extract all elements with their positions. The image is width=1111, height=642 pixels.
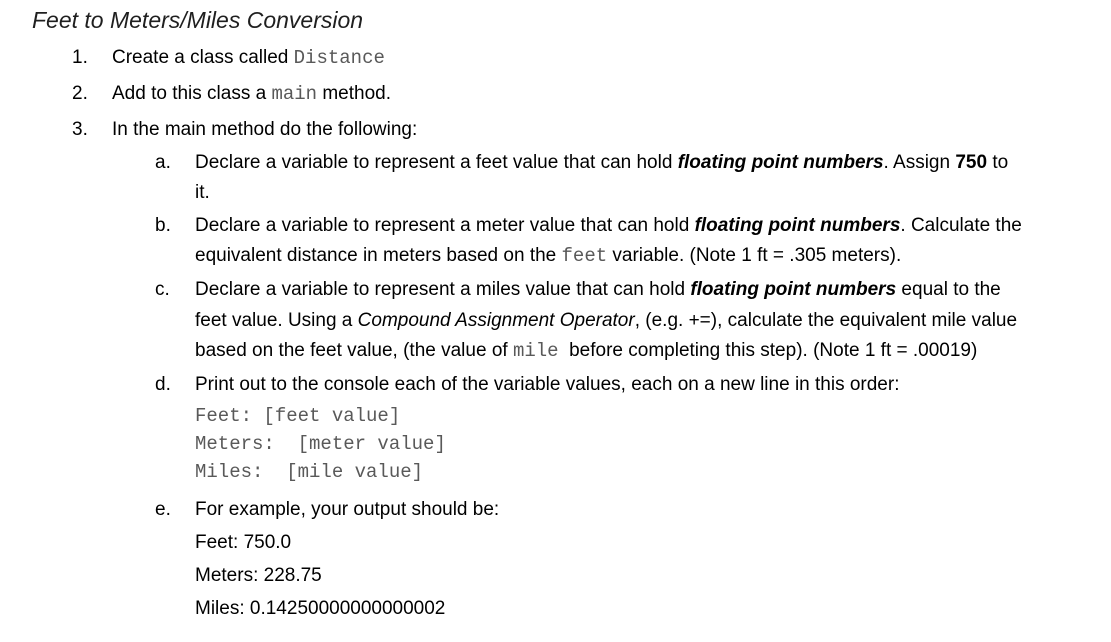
step-number: 1. <box>72 47 88 68</box>
substep-letter: b. <box>155 215 171 236</box>
inline-code: Distance <box>293 47 385 69</box>
page-title: Feet to Meters/Miles Conversion <box>32 7 364 33</box>
output-line-meters: Meters: 228.75 <box>195 565 322 586</box>
code-line-feet: Feet: [feet value] <box>195 405 401 427</box>
substep-letter: d. <box>155 374 171 395</box>
inline-code: main <box>271 83 318 105</box>
output-line-miles: Miles: 0.14250000000000002 <box>195 598 446 619</box>
output-line-feet: Feet: 750.0 <box>195 532 292 553</box>
substep-text: Print out to the console each of the variable values, each on a new line in this order: <box>195 374 900 395</box>
code-line-meters: Meters: [meter value] <box>195 433 446 455</box>
code-line-miles: Miles: [mile value] <box>195 461 424 483</box>
substep-letter: a. <box>155 152 171 173</box>
step-number: 3. <box>72 119 88 140</box>
inline-code: feet <box>561 245 608 267</box>
inline-code: mile <box>512 340 559 362</box>
substep-letter: e. <box>155 499 171 520</box>
step-text: Create a class called Distance <box>112 47 385 69</box>
step-text: In the main method do the following: <box>112 119 418 140</box>
step-number: 2. <box>72 83 88 104</box>
step-text: Add to this class a main method. <box>112 83 392 105</box>
document: Feet to Meters/Miles Conversion 1. Create a class called Distance 2. Add to this class a main method. 3. In the main method do the following: a. Declare a variable to represent a feet value that can hold floating point numbers. Assign 750 to it. b. Declare a variable to represent a meter value that can hold floating point numbers. Calculate the equivalent distance in meters based on the feet variable. (Note 1 ft = .305 meters). c. Declare a variable to represent a miles value that can hold floating point numbers equal to the feet value. Using a Compound Assignment Operator, (e.g. +=), calculate the equivalent mile value based on the feet value, (the value of mile before completing this step). (Note 1 ft = .00019) d. Print out to the console each of the variable values, each on a new line in this order: Feet: [feet value] Meters: [meter value] Miles: [mile value] e. For example, your output should be: Feet: 750.0 Meters: 228.75 Miles: 0.14250000000000002 <box>0 0 1111 642</box>
substep-text: For example, your output should be: <box>195 499 500 520</box>
substep-letter: c. <box>155 279 170 300</box>
